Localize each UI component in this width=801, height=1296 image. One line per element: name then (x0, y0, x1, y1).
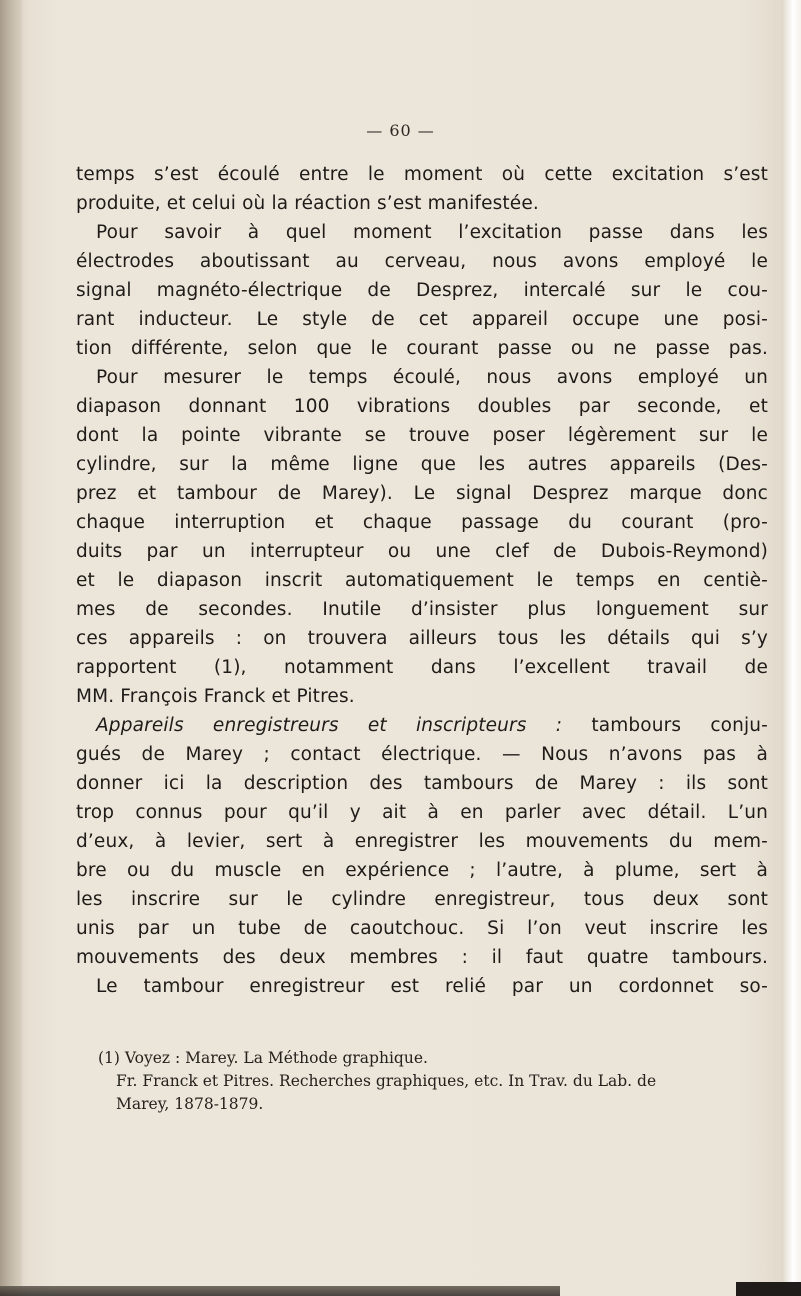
text-line: ces appareils : on trouvera ailleurs tous les détails qui s’y (76, 628, 768, 649)
footnote-line: Marey, 1878-1879. (116, 1095, 264, 1113)
text-line: bre ou du muscle en expérience ; l’autre, à plume, sert à (76, 860, 768, 881)
text-line: unis par un tube de caoutchouc. Si l’on veut inscrire les (76, 918, 768, 939)
page-number: — 60 — (366, 121, 435, 140)
text-line: temps s’est écoulé entre le moment où cette excitation s’est (76, 164, 768, 185)
text-line: électrodes aboutissant au cerveau, nous avons employé le (76, 251, 768, 272)
text-line: diapason donnant 100 vibrations doubles par seconde, et (76, 396, 768, 417)
text-line: signal magnéto-électrique de Desprez, intercalé sur le cou- (76, 280, 768, 301)
text-line: Pour mesurer le temps écoulé, nous avons employé un (96, 367, 768, 388)
text-line-heading (76, 711, 768, 740)
text-line: Pour savoir à quel moment l’excitation passe dans les (96, 222, 768, 243)
text-line: chaque interruption et chaque passage du courant (pro- (76, 512, 768, 533)
body-text (76, 160, 768, 1001)
text-line: trop connus pour qu’il y ait à en parler avec détail. L’un (76, 802, 768, 823)
text-line: dont la pointe vibrante se trouve poser légèrement sur le (76, 425, 768, 446)
text-line: rapportent (1), notamment dans l’excellent travail de (76, 657, 768, 678)
text-line: tion différente, selon que le courant passe ou ne passe pas. (76, 338, 768, 359)
footnotes (98, 1047, 768, 1116)
text-line: d’eux, à levier, sert à enregistrer les mouvements du mem- (76, 831, 768, 852)
section-heading-tail: tambours conju- (562, 715, 769, 736)
text-line: mes de secondes. Inutile d’insister plus longuement sur (76, 599, 768, 620)
text-line: cylindre, sur la même ligne que les autres appareils (Des- (76, 454, 768, 475)
text-line: prez et tambour de Marey). Le signal Desprez marque donc (76, 483, 768, 504)
text-line: et le diapason inscrit automatiquement le temps en centiè- (76, 570, 768, 591)
text-line: les inscrire sur le cylindre enregistreur, tous deux sont (76, 889, 768, 910)
text-line: rant inducteur. Le style de cet appareil occupe une posi- (76, 309, 768, 330)
bottom-right-scan-mark (736, 1282, 801, 1296)
footnote-line: Fr. Franck et Pitres. Recherches graphiques, etc. In Trav. du Lab. de (116, 1072, 657, 1090)
right-page-edge (783, 0, 801, 1296)
section-heading-italic: Appareils enregistreurs et inscripteurs : (96, 715, 563, 736)
text-line: produite, et celui où la réaction s’est manifestée. (76, 193, 539, 214)
left-page-edge-shadow (0, 0, 22, 1296)
text-line: gués de Marey ; contact électrique. — Nous n’avons pas à (76, 744, 768, 765)
text-line: mouvements des deux membres : il faut quatre tambours. (76, 947, 768, 968)
footnote-line: (1) Voyez : Marey. La Méthode graphique. (98, 1049, 428, 1067)
bottom-scan-band (0, 1286, 560, 1296)
text-line: Le tambour enregistreur est relié par un cordonnet so- (96, 976, 768, 997)
text-line: MM. François Franck et Pitres. (76, 686, 355, 707)
text-line: duits par un interrupteur ou une clef de Dubois-Reymond) (76, 541, 768, 562)
text-line: donner ici la description des tambours de Marey : ils sont (76, 773, 768, 794)
